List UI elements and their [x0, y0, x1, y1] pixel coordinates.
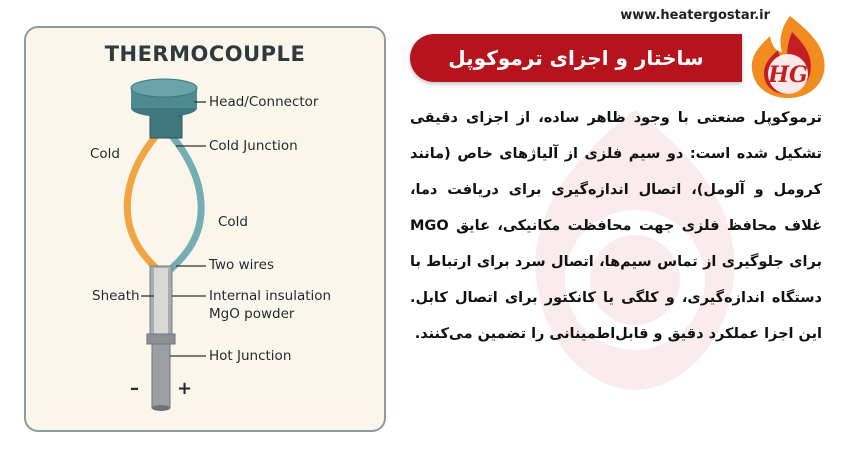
label-insulation: Internal insulation [209, 288, 332, 304]
label-two-wires: Two wires [209, 257, 274, 273]
article-paragraph: ترموکوپل صنعتی با وجود ظاهر ساده، از اجزای دقیقی تشکیل شده است: دو سیم فلزی از آلیاژهای خاص (مانند کرومل و آلومل)، اتصال اندازه‌گیری برای دریافت دما، غلاف محافظ فلزی جهت محافظت مکانیکی، عایق MGO برای جلوگیری از تماس سیم‌ها، اتصال سرد برای ارتباط با دستگاه اندازه‌گیری، و کلگی یا کانکتور برای اتصال کابل. این اجزا عملکرد دقیق و قابل‌اطمینانی را تضمین می‌کنند. [410, 110, 822, 342]
label-cold-left: Cold [90, 146, 121, 162]
label-plus: + [177, 378, 193, 399]
probe-tip [152, 405, 170, 411]
header-banner [410, 34, 742, 82]
label-head-connector: Head/Connector [209, 94, 319, 110]
logo-letters: HG [768, 62, 808, 88]
label-hot-junction: Hot Junction [209, 348, 292, 364]
thermocouple-diagram-card [24, 26, 386, 432]
hot-junction-probe [152, 344, 170, 408]
page-title: ساختار و اجزای ترموکوپل [448, 46, 704, 70]
label-sheath: Sheath [92, 288, 140, 304]
diagram-title: THERMOCOUPLE [104, 42, 306, 66]
head-neck [150, 116, 182, 138]
right-wire [166, 136, 201, 274]
heatergostar-logo-icon [740, 14, 836, 98]
sheath-ring [147, 334, 175, 344]
label-mgo-powder: MgO powder [209, 306, 295, 322]
mgo-powder [154, 268, 168, 336]
label-cold-junction: Cold Junction [209, 138, 298, 154]
label-minus: – [130, 378, 139, 399]
left-wire [127, 136, 162, 274]
thermocouple-illustration [26, 28, 384, 430]
head-top [131, 79, 197, 97]
website-url[interactable]: www.heatergostar.ir [620, 8, 770, 23]
label-cold-right: Cold [218, 214, 249, 230]
